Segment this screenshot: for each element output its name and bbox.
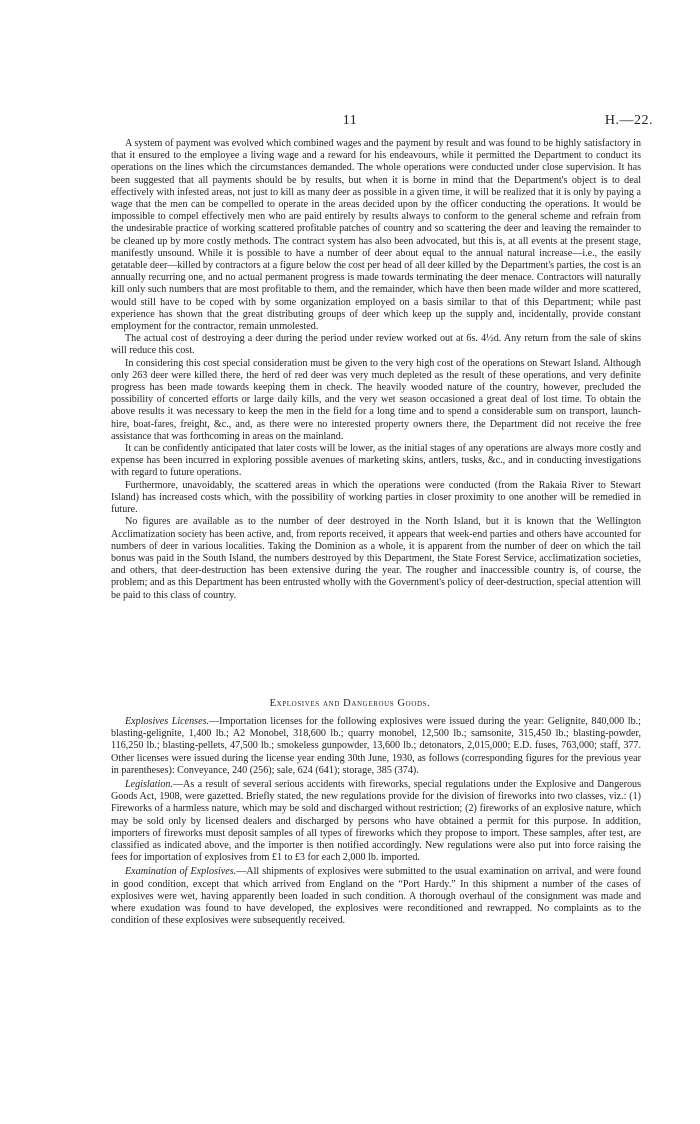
paragraph: It can be confidently anticipated that later costs will be lower, as the initial stages of any operations are always more costly and expense has been incurred in exploring possible avenues of marketing skins, antlers, tusks, &c., and in conducting investigations with regard to future operations. bbox=[111, 443, 641, 479]
explosives-section bbox=[111, 716, 641, 929]
legislation-paragraph bbox=[111, 779, 641, 864]
paragraph: The actual cost of destroying a deer during the period under review worked out at 6s. 4½d. Any return from the sale of skins will reduce this cost. bbox=[111, 333, 641, 357]
paragraph: In considering this cost special consideration must be given to the very high cost of the operations on Stewart Island. Although only 263 deer were killed there, the herd of red deer was very much depleted as the result of these operations, and very definite progress has been made towards keeping them in check. The heavily wooded nature of the country, however, precluded the possibility of concerted efforts or large daily kills, and the very wet season occasioned a great deal of lost time. To obtain the above results it was necessary to keep the men in the field for a long time and to spend a considerable sum on transport, launch-hire, boat-fares, freight, &c., and, as there were no interested property owners there, the Department did not receive the free assistance that was forthcoming in areas on the mainland. bbox=[111, 357, 641, 442]
subheading: Legislation. bbox=[125, 779, 173, 791]
paragraph-text: —As a result of several serious accidents with fireworks, special regulations under the Explosive and Dangerous Goods Act, 1908, were gazetted. Briefly stated, the new regulations provide for the division of fireworks into two classes, viz.: (1) Fireworks of a harmless nature, which may be sold and discharged without restriction; (2) fireworks of an explosive nature, which may be sold only by licensed dealers and discharged by persons who have obtained a permit for this purpose. In addition, importers of fireworks must deposit samples of all types of fireworks which they propose to import. These samples, after test, are classified as indicated above, and the importer is then notified accordingly. New regulations were also put into force raising the fees for importation of explosives from £1 to £3 for each 2,000 lb. imported. bbox=[111, 779, 641, 864]
paragraph: Furthermore, unavoidably, the scattered areas in which the operations were conducted (from the Rakaia River to Stewart Island) has increased costs which, with the possibility of working parties in closer proximity to one another will be remedied in future. bbox=[111, 479, 641, 516]
subheading: Examination of Explosives. bbox=[125, 866, 237, 878]
examination-paragraph bbox=[111, 866, 641, 927]
section-heading: Explosives and Dangerous Goods. bbox=[269, 698, 431, 709]
paragraph: A system of payment was evolved which combined wages and the payment by result and was found to be highly satisfactory in that it ensured to the employee a living wage and a reward for his endeavours, while it permitted the Department to conduct its operations on the lines which the circumstances demanded. The whole operations were conducted under close supervision. It has been suggested that all payments should be by results, but when it is borne in mind that the Department's object is to deal effectively with infested areas, not just to kill as many deer as possible in a given time, it will be realized that it is only by paying a wage that the men can be compelled to operate in the areas decided upon by the officer conducting the operations. It would be impossible to compel effectively men who are paid entirely by results always to conform to the general scheme and refrain from the undesirable practice of working scattered profitable patches of country and so scattering the deer and leaving the remainder to be cleaned up by more costly methods. The contract system has also been advocated, but this is, at all events at the present stage, manifestly unsound. While it is possible to have a number of deer about equal to the annual natural increase—i.e., the easily getatable deer—killed by contractors at a figure below the cost per head of all deer killed by the Department's parties, the cost is an annually recurring one, and no actual permanent progress is made towards terminating the deer menace. Contractors will naturally kill only such numbers that are most profitable to them, and the remainder, which have then been made wilder and more scattered, would still have to be coped with by some organization employed on a basis similar to that of this Department; while past experience has shown that the great distributing groups of deer which keep up the supply and, incidentally, provide constant employment for the contractor, remain unmolested. bbox=[111, 138, 641, 333]
paragraph: No figures are available as to the number of deer destroyed in the North Island, but it is known that the Wellington Acclimatization society has been active, and, from reports received, it appears that week-end parties and others have accounted for numbers of deer in various localities. Taking the Dominion as a whole, it is apparent from the number of deer on which the tail bonus was paid in the South Island, the numbers destroyed by this Department, the State Forest Service, acclimatization societies, and others, that deer-destruction has been extensive during the year. The rougher and inaccessible country is, of course, the problem; and as this Department has been entrusted wholly with the Government's policy of deer-destruction, special attention will be paid to this class of country. bbox=[111, 516, 641, 601]
deer-destruction-section bbox=[111, 138, 641, 602]
explosives-licenses-paragraph bbox=[111, 716, 641, 777]
paragraph-text: —All shipments of explosives were submitted to the usual examination on arrival, and were found in good condition, except that which arrived from England on the “Port Hardy.” In this shipment a number of the cases of explosives were wet, having apparently been loaded in such condition. A thorough overhaul of the consignment was made and where exudation was found to have developed, the explosives were reconditioned and rewrapped. No complaints as to the condition of these explosives were subsequently received. bbox=[111, 866, 642, 927]
page-number: 11 bbox=[342, 113, 358, 128]
subheading: Explosives Licenses. bbox=[125, 716, 210, 727]
document-reference: H.—22. bbox=[604, 113, 653, 128]
paragraph-text: —Importation licenses for the following explosives were issued during the year: Gelignite, 840,000 lb.; blasting-gelignite, 1,400 lb.; A2 Monobel, 318,600 lb.; quarry monobel, 12,500 lb.; samsonite, 315,450 lb.; blasting-powder, 116,250 lb.; blasting-pellets, 47,500 lb.; smokeless gunpowder, 13,600 lb.; detonators, 2,015,000; E.D. fuses, 763,000; staff, 377. Other licenses were issued during the license year ending 30th June, 1930, as follows (corresponding figures for the previous year in parentheses): Conveyance, 240 (256); sale, 624 (641); storage, 385 (374). bbox=[111, 716, 641, 776]
